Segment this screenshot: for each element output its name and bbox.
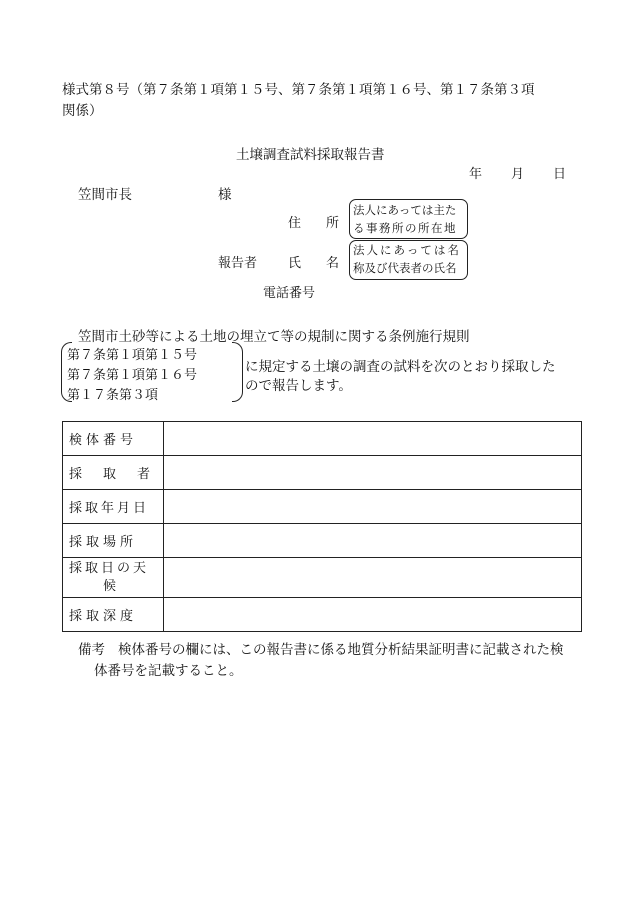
sample-info-table xyxy=(62,421,582,632)
row-label xyxy=(63,558,164,598)
table-row xyxy=(63,422,582,456)
phone-label: 電話番号 xyxy=(263,286,316,301)
name-note-line1: 法人にあっては名 xyxy=(353,243,461,257)
row-label xyxy=(63,490,164,524)
form-header-line1: 様式第８号（第７条第１項第１５号、第７条第１項第１６号、第１７条第３項 xyxy=(62,82,535,98)
row-label-text: 採取日の天 xyxy=(69,560,150,576)
option-item: 第７条第１項第１５号 xyxy=(67,348,198,363)
row-value[interactable] xyxy=(164,456,582,490)
row-label xyxy=(63,524,164,558)
table-row xyxy=(63,598,582,632)
date-day: 日 xyxy=(553,167,567,182)
date-year: 年 xyxy=(469,167,483,182)
table-row xyxy=(63,456,582,490)
table-row xyxy=(63,524,582,558)
document-title: 土壌調査試料採取報告書 xyxy=(236,147,385,163)
date-month: 月 xyxy=(511,167,525,182)
row-label-text: 採取場所 xyxy=(69,535,138,550)
regulation-name: 笠間市土砂等による土地の埋立て等の規制に関する条例施行規則 xyxy=(78,329,470,345)
row-label xyxy=(63,422,164,456)
remarks-line2: 体番号を記載すること。 xyxy=(94,663,243,679)
options-brace-right xyxy=(232,342,243,402)
row-value[interactable] xyxy=(164,558,582,598)
row-label-text: 候 xyxy=(103,578,117,594)
table-row xyxy=(63,558,582,598)
row-label xyxy=(63,456,164,490)
row-label xyxy=(63,598,164,632)
address-note-line1: 法人にあっては主た xyxy=(353,203,457,217)
remarks-line1: 検体番号の欄には、この報告書に係る地質分析結果証明書に記載された検 xyxy=(118,642,564,658)
body-continuation-line1: に規定する土壌の調査の試料を次のとおり採取した xyxy=(245,359,556,375)
address-note-line2: る事務所の所在地 xyxy=(353,221,457,235)
table-row xyxy=(63,490,582,524)
reporter-label: 報告者 xyxy=(218,256,258,271)
row-label-text: 検体番号 xyxy=(69,433,138,448)
row-label-text: 採取深度 xyxy=(69,609,138,624)
row-label-text: 採 取 者 xyxy=(69,467,155,482)
row-value[interactable] xyxy=(164,598,582,632)
name-label: 氏 名 xyxy=(288,256,346,271)
body-continuation-line2: ので報告します。 xyxy=(245,378,352,394)
row-value[interactable] xyxy=(164,490,582,524)
form-header-line2: 関係） xyxy=(62,103,103,119)
addressee-name: 笠間市長 xyxy=(78,187,132,203)
row-value[interactable] xyxy=(164,422,582,456)
addressee-honorific: 様 xyxy=(218,187,232,203)
option-item: 第７条第１項第１６号 xyxy=(67,368,198,383)
row-value[interactable] xyxy=(164,524,582,558)
address-label: 住 所 xyxy=(288,216,346,231)
option-item: 第１７条第３項 xyxy=(67,388,159,403)
remarks-label: 備考 xyxy=(78,642,105,658)
row-label-text: 採取年月日 xyxy=(69,501,150,516)
name-note-line2: 称及び代表者の氏名 xyxy=(353,261,457,275)
